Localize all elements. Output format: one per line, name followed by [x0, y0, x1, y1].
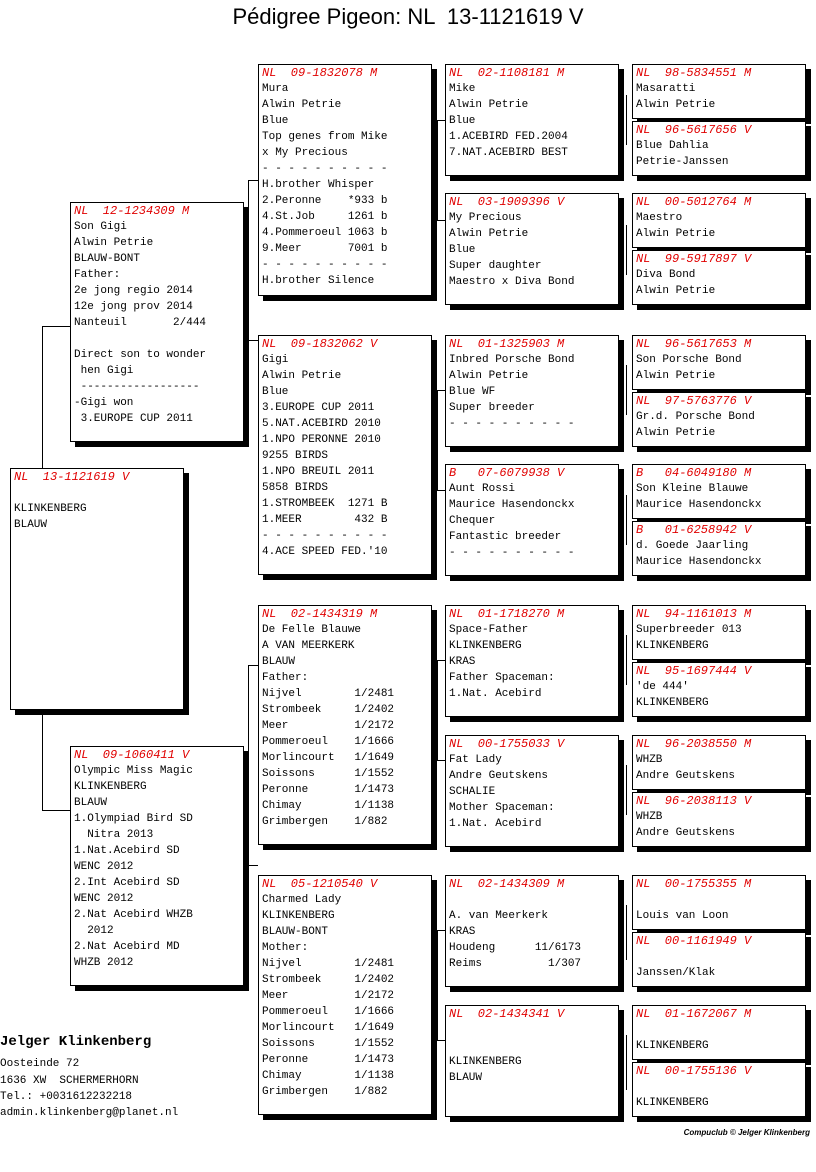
- ring-number: NL 00-1755136 V: [636, 1064, 752, 1078]
- bird-info-line: 2.Nat Acebird MD: [74, 941, 180, 953]
- bird-info-line: Top genes from Mike: [262, 131, 388, 143]
- connector-line: [437, 930, 445, 931]
- bird-info-line: Nijvel 1/2481: [262, 688, 395, 700]
- bird-info-line: Direct son to wonder: [74, 349, 207, 361]
- bird-info-line: Fat Lady: [449, 754, 502, 766]
- connector-line: [437, 490, 445, 491]
- credit-text: Compuclub © Jelger Klinkenberg: [683, 1128, 810, 1137]
- bird-info-line: 5858 BIRDS: [262, 482, 329, 494]
- bird-card-mff: [445, 605, 619, 717]
- bird-info-line: WHZB 2012: [74, 957, 134, 969]
- connector-line: [248, 340, 258, 341]
- bird-info-line: 3.EUROPE CUP 2011: [74, 413, 193, 425]
- bird-card-g3: [632, 193, 806, 248]
- bird-info-line: Inbred Porsche Bond: [449, 354, 575, 366]
- bird-info-line: - - - - - - - - - -: [449, 547, 575, 559]
- bird-info-line: 1.Olympiad Bird SD: [74, 813, 193, 825]
- bird-card-mf: [258, 605, 432, 845]
- bird-info-line: - - - - - - - - - -: [262, 530, 388, 542]
- ring-number: B 04-6049180 M: [636, 466, 752, 480]
- bird-info-line: Morlincourt 1/1649: [262, 752, 395, 764]
- bird-info-line: 9.Meer 7001 b: [262, 243, 388, 255]
- bird-info-line: WHZB: [636, 811, 663, 823]
- bird-info-line: 5.NAT.ACEBIRD 2010: [262, 418, 381, 430]
- ring-number: NL 09-1060411 V: [74, 748, 190, 762]
- ring-number: NL 96-5617656 V: [636, 123, 752, 137]
- ring-number: NL 00-1755033 V: [449, 737, 565, 751]
- ring-number: NL 09-1832062 V: [262, 337, 378, 351]
- bird-info-line: 9255 BIRDS: [262, 450, 329, 462]
- bird-card-fm: [258, 335, 432, 575]
- bird-info-line: KLINKENBERG: [262, 910, 335, 922]
- bird-info-line: Maestro x Diva Bond: [449, 276, 575, 288]
- bird-info-line: SCHALIE: [449, 786, 496, 798]
- bird-info-line: Super breeder: [449, 402, 535, 414]
- connector-line: [626, 635, 627, 685]
- bird-info-line: [14, 485, 183, 501]
- connector-line: [42, 326, 70, 327]
- bird-info-line: Mura: [262, 83, 289, 95]
- bird-info-line: KRAS: [449, 656, 476, 668]
- connector-line: [42, 710, 43, 810]
- bird-info-line: Son Gigi: [74, 221, 127, 233]
- bird-card-fff: [445, 64, 619, 176]
- page-title: Pédigree Pigeon: NL 13-1121619 V: [232, 4, 584, 29]
- owner-city: 1636 XW SCHERMERHORN: [0, 1075, 139, 1087]
- connector-line: [626, 95, 627, 145]
- connector-line: [437, 930, 438, 1040]
- bird-info-line: Aunt Rossi: [449, 483, 516, 495]
- bird-card-mm: [258, 875, 432, 1115]
- owner-email: admin.klinkenberg@planet.nl: [0, 1107, 179, 1119]
- connector-line: [437, 120, 438, 220]
- bird-info-line: Pommeroeul 1/1666: [262, 1006, 395, 1018]
- bird-info-line: KLINKENBERG: [636, 640, 709, 652]
- bird-info-line: Mother Spaceman:: [449, 802, 555, 814]
- bird-info-line: 2.Nat Acebird WHZB: [74, 909, 193, 921]
- bird-info-line: Chimay 1/1138: [262, 1070, 395, 1082]
- bird-info-line: Maestro: [636, 212, 683, 224]
- bird-info-line: 1.MEER 432 B: [262, 514, 388, 526]
- bird-info-line: Superbreeder 013: [636, 624, 742, 636]
- bird-info-line: Gigi: [262, 354, 289, 366]
- bird-info-line: Maurice Hasendonckx: [636, 499, 762, 511]
- bird-info-line: Pommeroeul 1/1666: [262, 736, 395, 748]
- bird-info-line: Soissons 1/1552: [262, 1038, 395, 1050]
- connector-line: [437, 120, 445, 121]
- bird-info-line: Mother:: [262, 942, 309, 954]
- bird-card-fmf: [445, 335, 619, 447]
- connector-line: [42, 810, 70, 811]
- ring-number: NL 01-1325903 M: [449, 337, 565, 351]
- bird-info-line: KRAS: [449, 926, 476, 938]
- bird-card-mmm: [445, 1005, 619, 1117]
- bird-info-line: Peronne 1/1473: [262, 1054, 395, 1066]
- bird-info-line: H.brother Whisper: [262, 179, 375, 191]
- bird-info-line: BLAUW-BONT: [74, 253, 141, 265]
- bird-info-line: 1.Nat.Acebird SD: [74, 845, 180, 857]
- bird-info-line: Alwin Petrie: [636, 370, 716, 382]
- bird-info-line: My Precious: [449, 212, 522, 224]
- ring-number: NL 02-1434319 M: [262, 607, 378, 621]
- bird-info-line: Andre Geutskens: [636, 827, 736, 839]
- connector-line: [437, 760, 445, 761]
- bird-card-g16: [632, 1062, 806, 1117]
- bird-info-line: 1.Nat. Acebird: [449, 688, 542, 700]
- bird-info-line: Reims 1/307: [449, 958, 582, 970]
- bird-info-line: Alwin Petrie: [74, 237, 154, 249]
- bird-info-line: Super daughter: [449, 260, 542, 272]
- bird-info-line: Maurice Hasendonckx: [636, 556, 762, 568]
- connector-line: [248, 665, 258, 666]
- ring-number: NL 00-1755355 M: [636, 877, 752, 891]
- bird-info-line: A. van Meerkerk: [449, 910, 549, 922]
- bird-info-line: Son Porsche Bond: [636, 354, 742, 366]
- bird-info-line: 3.EUROPE CUP 2011: [262, 402, 375, 414]
- bird-info-line: Nanteuil 2/444: [74, 317, 207, 329]
- bird-info-line: [449, 892, 618, 908]
- bird-info-line: BLAUW: [449, 1072, 483, 1084]
- bird-info-line: Alwin Petrie: [636, 228, 716, 240]
- bird-info-line: Louis van Loon: [636, 910, 729, 922]
- bird-info-line: 1.ACEBIRD FED.2004: [449, 131, 568, 143]
- bird-info-line: KLINKENBERG: [636, 1097, 709, 1109]
- connector-line: [437, 390, 445, 391]
- bird-info-line: Gr.d. Porsche Bond: [636, 411, 755, 423]
- bird-info-line: [636, 892, 805, 908]
- bird-info-line: 4.ACE SPEED FED.'10: [262, 546, 388, 558]
- bird-info-line: Charmed Lady: [262, 894, 342, 906]
- connector-line: [626, 905, 627, 960]
- bird-info-line: 1.NPO PERONNE 2010: [262, 434, 381, 446]
- bird-info-line: Janssen/Klak: [636, 967, 716, 979]
- bird-info-line: Father:: [74, 269, 121, 281]
- bird-info-line: Fantastic breeder: [449, 531, 562, 543]
- connector-line: [626, 495, 627, 545]
- bird-info-line: 2012: [74, 925, 114, 937]
- bird-info-line: Houdeng 11/6173: [449, 942, 582, 954]
- bird-card-mfm: [445, 735, 619, 847]
- bird-card-g1: [632, 64, 806, 119]
- bird-info-line: Diva Bond: [636, 269, 696, 281]
- bird-info-line: [636, 1022, 805, 1038]
- bird-card-g14: [632, 932, 806, 987]
- bird-info-line: [449, 1038, 618, 1054]
- ring-number: NL 96-2038113 V: [636, 794, 752, 808]
- connector-line: [626, 765, 627, 815]
- bird-info-line: Petrie-Janssen: [636, 156, 729, 168]
- ring-number: NL 99-5917897 V: [636, 252, 752, 266]
- bird-info-line: - - - - - - - - - -: [262, 259, 388, 271]
- bird-info-line: - - - - - - - - - -: [449, 418, 575, 430]
- bird-info-line: x My Precious: [262, 147, 348, 159]
- bird-info-line: Strombeek 1/2402: [262, 704, 395, 716]
- bird-info-line: Olympic Miss Magic: [74, 765, 193, 777]
- owner-name: Jelger Klinkenberg: [0, 1034, 152, 1050]
- bird-info-line: 4.St.Job 1261 b: [262, 211, 388, 223]
- bird-info-line: 7.NAT.ACEBIRD BEST: [449, 147, 568, 159]
- bird-info-line: ------------------: [74, 381, 200, 393]
- bird-info-line: Strombeek 1/2402: [262, 974, 395, 986]
- bird-info-line: WENC 2012: [74, 861, 134, 873]
- bird-info-line: A VAN MEERKERK: [262, 640, 355, 652]
- bird-info-line: Son Kleine Blauwe: [636, 483, 749, 495]
- bird-info-line: 1.STROMBEEK 1271 B: [262, 498, 388, 510]
- bird-info-line: -Gigi won: [74, 397, 134, 409]
- bird-info-line: Chimay 1/1138: [262, 800, 395, 812]
- bird-info-line: [636, 1079, 805, 1095]
- connector-line: [626, 1035, 627, 1090]
- ring-number: NL 02-1434341 V: [449, 1007, 565, 1021]
- bird-info-line: Morlincourt 1/1649: [262, 1022, 395, 1034]
- bird-info-line: 4.Pommeroeul 1063 b: [262, 227, 388, 239]
- bird-info-line: Father:: [262, 672, 309, 684]
- ring-number: NL 05-1210540 V: [262, 877, 378, 891]
- bird-info-line: Space-Father: [449, 624, 529, 636]
- ring-number: NL 96-2038550 M: [636, 737, 752, 751]
- bird-info-line: 2.Peronne *933 b: [262, 195, 388, 207]
- bird-info-line: BLAUW-BONT: [262, 926, 329, 938]
- owner-phone: Tel.: +0031612232218: [0, 1091, 133, 1103]
- bird-info-line: H.brother Silence: [262, 275, 375, 287]
- ring-number: B 01-6258942 V: [636, 523, 752, 537]
- ring-number: NL 03-1909396 V: [449, 195, 565, 209]
- ring-number: NL 01-1672067 M: [636, 1007, 752, 1021]
- ring-number: NL 02-1434309 M: [449, 877, 565, 891]
- bird-card-g12: [632, 792, 806, 847]
- bird-info-line: Blue: [262, 386, 289, 398]
- bird-card-g13: [632, 875, 806, 930]
- connector-line: [437, 390, 438, 490]
- bird-info-line: Blue Dahlia: [636, 140, 709, 152]
- bird-info-line: Meer 1/2172: [262, 990, 395, 1002]
- ring-number: NL 94-1161013 M: [636, 607, 752, 621]
- bird-card-g4: [632, 250, 806, 305]
- ring-number: NL 12-1234309 M: [74, 204, 190, 218]
- bird-info-line: KLINKENBERG: [74, 781, 147, 793]
- bird-info-line: Grimbergen 1/882: [262, 1086, 388, 1098]
- ring-number: NL 01-1718270 M: [449, 607, 565, 621]
- bird-info-line: Blue WF: [449, 386, 496, 398]
- ring-number: NL 98-5834551 M: [636, 66, 752, 80]
- bird-card-ff: [258, 64, 432, 296]
- bird-info-line: 1.NPO BREUIL 2011: [262, 466, 375, 478]
- bird-info-line: Masaratti: [636, 83, 696, 95]
- bird-info-line: Alwin Petrie: [449, 99, 529, 111]
- bird-info-line: KLINKENBERG: [449, 1056, 522, 1068]
- bird-info-line: Maurice Hasendonckx: [449, 499, 575, 511]
- bird-info-line: - - - - - - - - - -: [262, 163, 388, 175]
- bird-info-line: BLAUW: [262, 656, 296, 668]
- bird-info-line: Andre Geutskens: [449, 770, 549, 782]
- bird-info-line: Father Spaceman:: [449, 672, 555, 684]
- bird-info-line: d. Goede Jaarling: [636, 540, 749, 552]
- bird-info-line: Mike: [449, 83, 476, 95]
- connector-line: [248, 665, 249, 865]
- connector-line: [437, 1040, 445, 1041]
- bird-info-line: KLINKENBERG: [14, 503, 87, 515]
- bird-card-g15: [632, 1005, 806, 1060]
- bird-info-line: De Felle Blauwe: [262, 624, 362, 636]
- bird-info-line: KLINKENBERG: [449, 640, 522, 652]
- connector-line: [626, 225, 627, 275]
- bird-info-line: 12e jong prov 2014: [74, 301, 193, 313]
- bird-info-line: [636, 949, 805, 965]
- ring-number: NL 00-5012764 M: [636, 195, 752, 209]
- bird-info-line: [74, 331, 243, 347]
- bird-info-line: Alwin Petrie: [636, 285, 716, 297]
- bird-card-g2: [632, 121, 806, 176]
- bird-info-line: Soissons 1/1552: [262, 768, 395, 780]
- bird-info-line: Alwin Petrie: [636, 427, 716, 439]
- bird-info-line: 2.Int Acebird SD: [74, 877, 180, 889]
- ring-number: NL 00-1161949 V: [636, 934, 752, 948]
- bird-card-g7: [632, 464, 806, 519]
- bird-info-line: Blue: [449, 244, 476, 256]
- bird-info-line: [449, 1022, 618, 1038]
- bird-info-line: 2e jong regio 2014: [74, 285, 193, 297]
- bird-info-line: Alwin Petrie: [262, 99, 342, 111]
- ring-number: B 07-6079938 V: [449, 466, 565, 480]
- bird-info-line: BLAUW: [14, 519, 48, 531]
- bird-info-line: Alwin Petrie: [449, 370, 529, 382]
- bird-info-line: 1.Nat. Acebird: [449, 818, 542, 830]
- bird-card-g11: [632, 735, 806, 790]
- connector-line: [42, 326, 43, 468]
- bird-info-line: Alwin Petrie: [636, 99, 716, 111]
- bird-card-g6: [632, 392, 806, 447]
- bird-info-line: Alwin Petrie: [262, 370, 342, 382]
- bird-card-mother: [70, 746, 244, 986]
- bird-info-line: 'de 444': [636, 681, 689, 693]
- connector-line: [437, 220, 445, 221]
- ring-number: NL 97-5763776 V: [636, 394, 752, 408]
- connector-line: [248, 180, 249, 340]
- ring-number: NL 09-1832078 M: [262, 66, 378, 80]
- ring-number: NL 95-1697444 V: [636, 664, 752, 678]
- bird-info-line: Meer 1/2172: [262, 720, 395, 732]
- bird-card-g8: [632, 521, 806, 576]
- bird-info-line: KLINKENBERG: [636, 1040, 709, 1052]
- ring-number: NL 13-1121619 V: [14, 470, 130, 484]
- bird-info-line: Nitra 2013: [74, 829, 154, 841]
- bird-card-mmf: [445, 875, 619, 987]
- connector-line: [248, 180, 258, 181]
- bird-card-g10: [632, 662, 806, 717]
- ring-number: NL 02-1108181 M: [449, 66, 565, 80]
- bird-info-line: Chequer: [449, 515, 496, 527]
- bird-info-line: Peronne 1/1473: [262, 784, 395, 796]
- bird-card-father: [70, 202, 244, 442]
- bird-card-ffm: [445, 193, 619, 305]
- owner-street: Oosteinde 72: [0, 1058, 80, 1070]
- bird-info-line: Blue: [262, 115, 289, 127]
- bird-info-line: WHZB: [636, 754, 663, 766]
- bird-card-g5: [632, 335, 806, 390]
- connector-line: [437, 660, 438, 760]
- bird-card-main: [10, 468, 184, 710]
- bird-info-line: Grimbergen 1/882: [262, 816, 388, 828]
- connector-line: [626, 365, 627, 415]
- bird-info-line: Blue: [449, 115, 476, 127]
- bird-info-line: hen Gigi: [74, 365, 134, 377]
- connector-line: [248, 865, 258, 866]
- bird-card-fmm: [445, 464, 619, 576]
- ring-number: NL 96-5617653 M: [636, 337, 752, 351]
- connector-line: [437, 660, 445, 661]
- bird-info-line: Alwin Petrie: [449, 228, 529, 240]
- bird-info-line: WENC 2012: [74, 893, 134, 905]
- bird-info-line: Nijvel 1/2481: [262, 958, 395, 970]
- bird-info-line: BLAUW: [74, 797, 108, 809]
- bird-card-g9: [632, 605, 806, 660]
- bird-info-line: KLINKENBERG: [636, 697, 709, 709]
- bird-info-line: Andre Geutskens: [636, 770, 736, 782]
